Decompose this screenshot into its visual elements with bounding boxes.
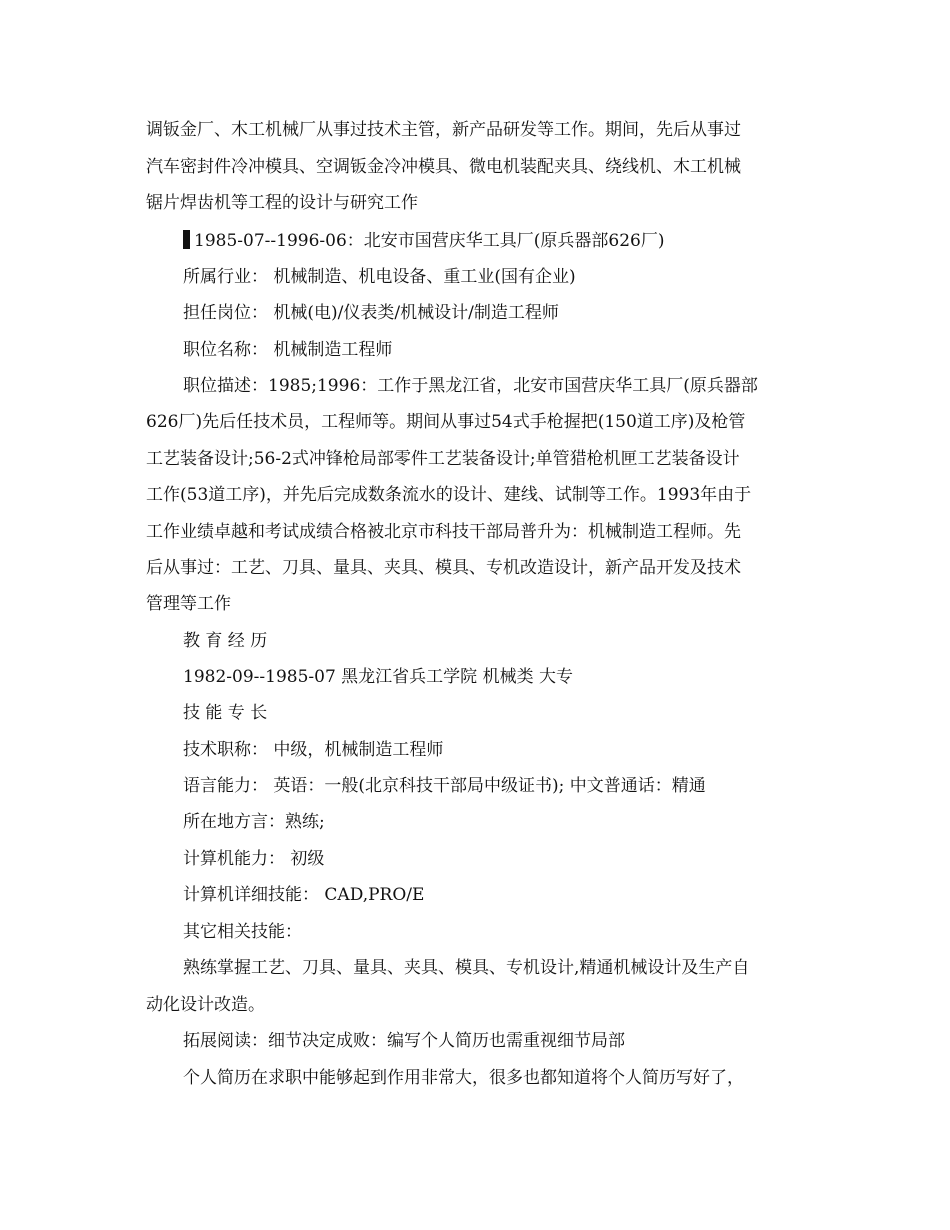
job-entry-heading: [183, 229, 664, 253]
body-text-line: 工作业绩卓越和考试成绩合格被北京市科技干部局普升为：机械制造工程师。先: [146, 522, 741, 542]
skill-line: 技术职称： 中级，机械制造工程师: [183, 740, 444, 760]
skill-line: 计算机详细技能： CAD,PRO/E: [183, 885, 425, 905]
skill-line: 所在地方言：熟练;: [183, 812, 325, 832]
job-description-line: 职位描述：1985;1996：工作于黑龙江省，北安市国营庆华工具厂(原兵器部: [183, 376, 758, 396]
body-text-line: 后从事过：工艺、刀具、量具、夹具、模具、专机改造设计，新产品开发及技术: [146, 558, 741, 578]
industry-line: 所属行业： 机械制造、机电设备、重工业(国有企业): [183, 267, 576, 287]
skill-line: 其它相关技能：: [183, 922, 302, 942]
further-reading-line: 拓展阅读：细节决定成败：编写个人简历也需重视细节局部: [183, 1031, 625, 1051]
body-text-line: 汽车密封件冷冲模具、空调钣金冷冲模具、微电机装配夹具、绕线机、木工机械: [146, 157, 741, 177]
skills-section-heading: 技 能 专 长: [183, 703, 268, 723]
body-text-line: 工作(53道工序)，并先后完成数条流水的设计、建线、试制等工作。1993年由于: [146, 485, 752, 505]
body-text-line: 熟练掌握工艺、刀具、量具、夹具、模具、专机设计,精通机械设计及生产自: [183, 958, 750, 978]
body-text-line: 调钣金厂、木工机械厂从事过技术主管，新产品研发等工作。期间，先后从事过: [146, 120, 741, 140]
skill-line: 计算机能力： 初级: [183, 849, 325, 869]
body-text-line: 工艺装备设计;56-2式冲锋枪局部零件工艺装备设计;单管猎枪机匣工艺装备设计: [146, 449, 740, 469]
body-text-line: 626厂)先后任技术员，工程师等。期间从事过54式手枪握把(150道工序)及枪管: [146, 412, 746, 432]
job-entry-heading-text: 1985-07--1996-06：北安市国营庆华工具厂(原兵器部626厂): [194, 231, 665, 251]
job-title-line: 职位名称： 机械制造工程师: [183, 340, 393, 360]
body-text-line: 个人简历在求职中能够起到作用非常大，很多也都知道将个人简历写好了，: [183, 1068, 744, 1088]
body-text-line: 管理等工作: [146, 594, 231, 614]
body-text-line: 锯片焊齿机等工程的设计与研究工作: [146, 193, 418, 213]
position-line: 担任岗位： 机械(电)/仪表类/机械设计/制造工程师: [183, 303, 559, 323]
education-entry: 1982-09--1985-07 黑龙江省兵工学院 机械类 大专: [183, 667, 573, 687]
education-section-heading: 教 育 经 历: [183, 631, 268, 651]
body-text-line: 动化设计改造。: [146, 995, 265, 1015]
skill-line: 语言能力： 英语：一般(北京科技干部局中级证书); 中文普通话：精通: [183, 776, 706, 796]
section-marker-bar: [183, 230, 190, 249]
